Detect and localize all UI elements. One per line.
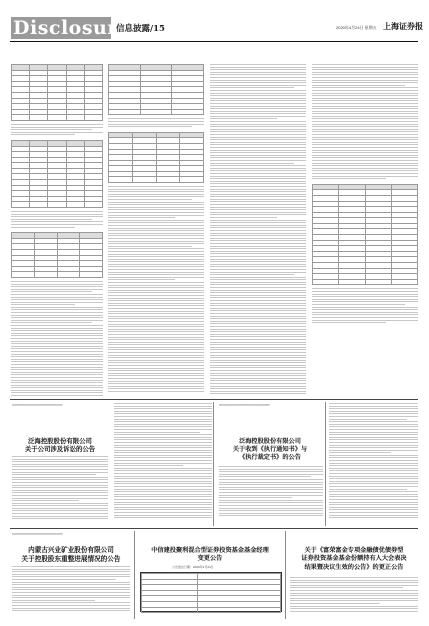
fund-info-grid [141, 573, 281, 613]
notice-title-line: 《执行裁定书》的公告 [239, 454, 301, 461]
notice-body-3 [12, 566, 130, 618]
masthead: Disclosure [13, 17, 131, 39]
notice-title-line: 内蒙古兴业矿业股份有限公司 [28, 546, 114, 554]
notice-title-line: 结果暨决议生效的公告》的更正公告 [304, 563, 404, 571]
notice-title-line: 关于收到《执行通知书》与 [232, 446, 308, 453]
notice-title-1 [12, 437, 108, 453]
notice-body-2 [219, 466, 323, 526]
header-rule [10, 41, 418, 42]
section-title: 信息披露/15 [116, 24, 165, 34]
financial-table [11, 232, 103, 278]
paper-name: 上海证券报 [383, 21, 423, 31]
notice-body-1 [12, 456, 108, 526]
stock-code-line: ━━━━━━━━━━━━━━━━━━━━━━━━━━━━━━ [219, 403, 270, 407]
notice-title-line: 关于公司涉及诉讼的公告 [24, 445, 96, 453]
column-divider [213, 402, 214, 526]
notice-title-4 [138, 547, 282, 563]
section-divider [10, 399, 418, 400]
upper-column-3 [210, 64, 306, 396]
financial-table [312, 184, 418, 286]
notice-title-line: 证券投资基金基金份额持有人大会表决 [301, 555, 407, 563]
financial-table [108, 64, 204, 115]
notice-body-5 [290, 577, 418, 619]
column-divider [134, 531, 135, 619]
notice-title-line: 关于控股股东重整进展情况的公告 [21, 554, 121, 563]
notice-title-2 [218, 438, 322, 462]
notice-title-line: 泛海控股股份有限公司 [239, 438, 301, 445]
upper-column-2 [108, 64, 204, 396]
financial-table [11, 140, 103, 208]
notice-title-line: 中信建投聚利混合型证券投资基金基金经理 [151, 547, 269, 554]
page-header [0, 0, 429, 46]
notice-title-line: 变更公告 [197, 555, 223, 562]
column-divider [325, 402, 326, 526]
notice-title-line: 泛海控股股份有限公司 [28, 437, 92, 445]
financial-table [108, 132, 204, 183]
stock-code-line: ━━━━━━━━━━━━━━━━━━━━━━━━━━━━━━ [12, 532, 63, 536]
announcement-date: 公告送出日期：2020年4月24日 [172, 565, 214, 569]
upper-column-4 [312, 64, 418, 396]
date-info: 2020年4月24日 星期五 [336, 25, 377, 30]
fund-info-table [140, 572, 282, 612]
financial-table [11, 64, 103, 121]
section-divider [10, 528, 418, 529]
upper-column-1 [11, 64, 103, 396]
stock-code-line: ━━━━━━━━━━━━━━━━━━━━━━━━━━━━━━ [12, 403, 63, 407]
notice-continued-body [114, 403, 212, 526]
notice-title-5 [289, 547, 419, 572]
notice-title-line: 关于《富荣富金专项金融债优债券型 [304, 547, 404, 554]
notice-body-2-right [329, 403, 418, 526]
column-divider [285, 531, 286, 619]
notice-title-3 [12, 546, 130, 563]
